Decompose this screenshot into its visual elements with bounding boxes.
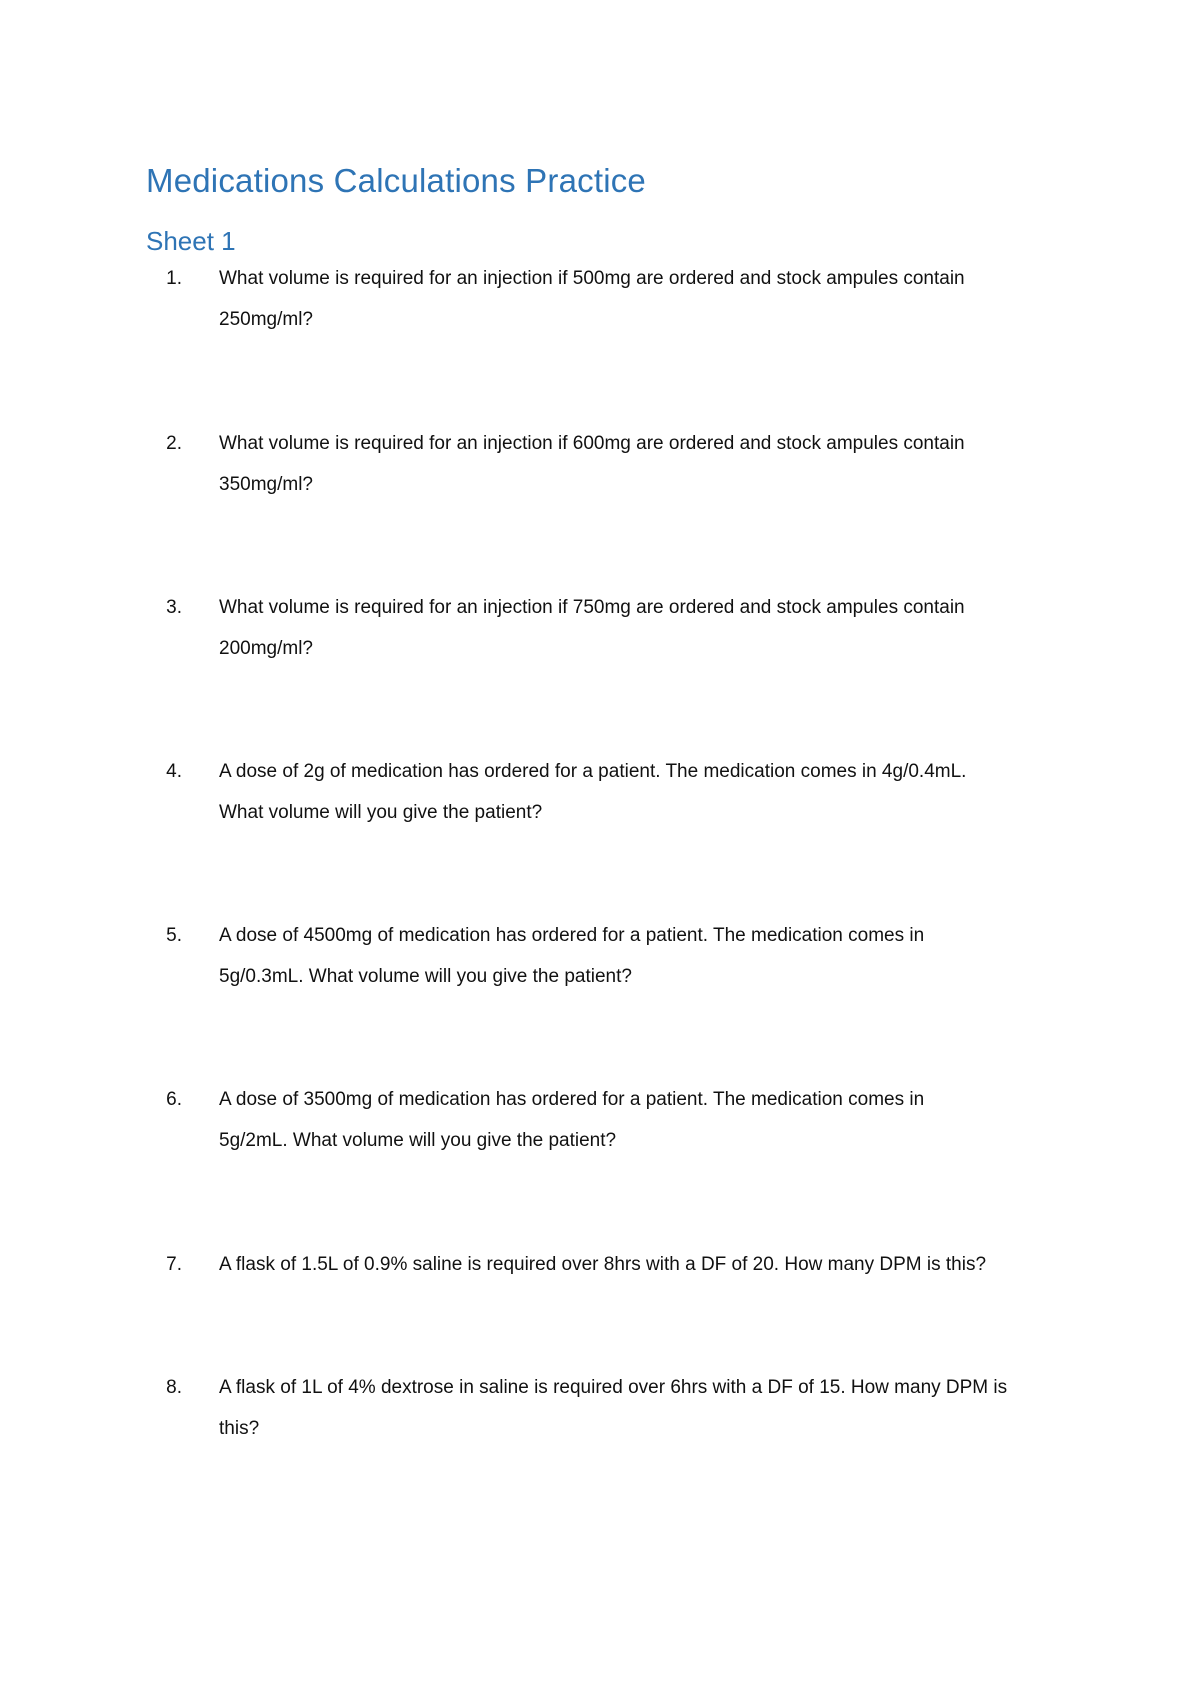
question-text-line: What volume is required for an injection if 750mg are ordered and stock ampules contain bbox=[219, 597, 965, 618]
section-heading: Sheet 1 bbox=[146, 226, 236, 256]
question-number: 6. bbox=[166, 1089, 182, 1110]
question-number: 5. bbox=[166, 925, 182, 946]
question-text-line: 350mg/ml? bbox=[219, 474, 313, 495]
question-text-line: What volume is required for an injection if 600mg are ordered and stock ampules contain bbox=[219, 433, 965, 454]
question-text-line: A dose of 2g of medication has ordered for a patient. The medication comes in 4g/0.4mL. bbox=[219, 761, 967, 782]
question-item bbox=[146, 258, 1066, 340]
question-item bbox=[146, 423, 1066, 505]
question-item bbox=[146, 1244, 1066, 1285]
question-item bbox=[146, 587, 1066, 669]
question-text-line: 200mg/ml? bbox=[219, 638, 313, 659]
question-text-line: 250mg/ml? bbox=[219, 309, 313, 330]
question-text-line: A dose of 4500mg of medication has ordered for a patient. The medication comes in bbox=[219, 925, 925, 946]
question-text-line: 5g/2mL. What volume will you give the patient? bbox=[219, 1130, 617, 1151]
question-item bbox=[146, 1079, 1066, 1161]
question-item bbox=[146, 1367, 1066, 1449]
question-number: 2. bbox=[166, 433, 182, 454]
question-item bbox=[146, 751, 1066, 833]
question-item bbox=[146, 915, 1066, 997]
question-text-line: What volume is required for an injection if 500mg are ordered and stock ampules contain bbox=[219, 268, 965, 289]
question-text-line: 5g/0.3mL. What volume will you give the patient? bbox=[219, 966, 632, 987]
question-number: 4. bbox=[166, 761, 182, 782]
question-number: 7. bbox=[166, 1254, 182, 1275]
page-title: Medications Calculations Practice bbox=[146, 162, 646, 199]
question-number: 8. bbox=[166, 1377, 182, 1398]
question-text-line: What volume will you give the patient? bbox=[219, 802, 543, 823]
question-text-line: A dose of 3500mg of medication has ordered for a patient. The medication comes in bbox=[219, 1089, 925, 1110]
question-number: 3. bbox=[166, 597, 182, 618]
question-text-line: A flask of 1.5L of 0.9% saline is required over 8hrs with a DF of 20. How many DPM is this? bbox=[219, 1254, 987, 1275]
question-text-line: A flask of 1L of 4% dextrose in saline is required over 6hrs with a DF of 15. How many DPM is bbox=[219, 1377, 1008, 1398]
question-number: 1. bbox=[166, 268, 182, 289]
question-text-line: this? bbox=[219, 1418, 260, 1439]
